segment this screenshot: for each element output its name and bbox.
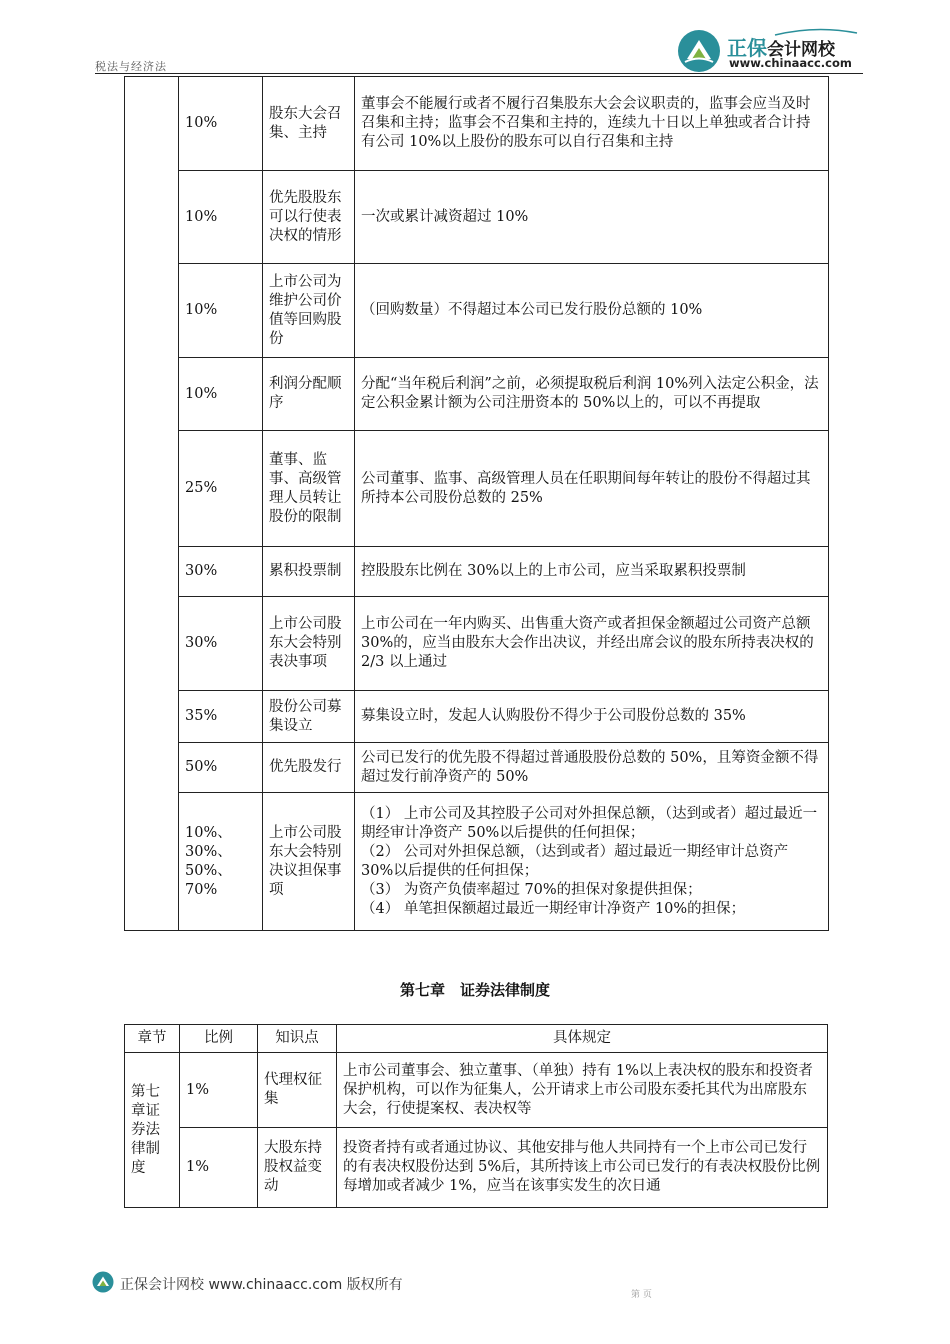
detail-item: （3） 为资产负债率超过 70%的担保对象提供担保；: [361, 881, 702, 898]
ratio-cell: 30%: [179, 597, 263, 691]
ratio-line: 50%、: [185, 862, 232, 879]
detail-cell: 控股股东比例在 30%以上的上市公司，应当采取累积投票制: [355, 547, 829, 597]
ratio-line: 30%、: [185, 843, 232, 860]
topic-cell: 大股东持股权益变动: [258, 1128, 337, 1208]
page-number: 第 页: [631, 1290, 652, 1300]
detail-cell: 公司已发行的优先股不得超过普通股股份总数的 50%，且筹资金额不得超过发行前净资产的 50%: [355, 743, 829, 793]
detail-cell: 公司董事、监事、高级管理人员在任职期间每年转让的股份不得超过其所持本公司股份总数的 25%: [355, 431, 829, 547]
ratio-cell: 35%: [179, 691, 263, 743]
topic-cell: 累积投票制: [263, 547, 355, 597]
ratio-cell: 30%: [179, 547, 263, 597]
site-logo[interactable]: [677, 27, 867, 73]
table-row: [125, 431, 829, 547]
chapter7-table: [124, 1024, 828, 1208]
topic-cell: 利润分配顺序: [263, 358, 355, 431]
table-header-row: [125, 1025, 828, 1053]
ratio-cell: [179, 793, 263, 931]
detail-cell: 上市公司董事会、独立董事、（单独）持有 1%以上表决权的股东和投资者保护机构，可以作为征集人，公开请求上市公司股东委托其代为出席股东大会，行使提案权、表决权等: [337, 1053, 828, 1128]
detail-cell: 投资者持有或者通过协议、其他安排与他人共同持有一个上市公司已发行的有表决权股份达到 5%后，其所持该上市公司已发行的有表决权股份比例每增加或者减少 1%，应当在该事实发生的次日通: [337, 1128, 828, 1208]
detail-cell: 分配“当年税后利润”之前，必须提取税后利润 10%列入法定公积金，法定公积金累计额为公司注册资本的 50%以上的，可以不再提取: [355, 358, 829, 431]
ratio-cell: 10%: [179, 358, 263, 431]
header-subject: 税法与经济法: [95, 60, 167, 73]
detail-item: （1） 上市公司及其控股子公司对外担保总额，（达到或者）超过最近一期经审计净资产 50%以后提供的任何担保；: [361, 805, 818, 841]
chapter-cell: 第七章证券法律制度: [125, 1053, 180, 1208]
table-row: [125, 547, 829, 597]
table-row: [125, 597, 829, 691]
table-row: [125, 691, 829, 743]
ratio-line: 10%、: [185, 824, 232, 841]
footer-logo-icon: [92, 1271, 114, 1293]
topic-cell: 股东大会召集、主持: [263, 77, 355, 171]
column-header: 具体规定: [337, 1025, 828, 1053]
column-header: 知识点: [258, 1025, 337, 1053]
ratio-cell: 10%: [179, 77, 263, 171]
table-row: [125, 171, 829, 264]
ratio-cell: 25%: [179, 431, 263, 547]
chapter-title: 第七章 证券法律制度: [399, 981, 550, 999]
footer: [92, 1271, 492, 1295]
topic-cell: 代理权征集: [258, 1053, 337, 1128]
ratio-cell: 50%: [179, 743, 263, 793]
column-header: 比例: [180, 1025, 258, 1053]
table-row: [125, 1128, 828, 1208]
logo-name: 会计网校: [767, 40, 835, 60]
table-row: [125, 264, 829, 358]
logo-brand: 正保: [727, 36, 767, 60]
topic-cell: 上市公司为维护公司价值等回购股份: [263, 264, 355, 358]
detail-cell: 募集设立时，发起人认购股份不得少于公司股份总数的 35%: [355, 691, 829, 743]
logo-url: www.chinaacc.com: [729, 56, 852, 70]
chapter-cell: [125, 77, 179, 931]
ratio-cell: 1%: [180, 1053, 258, 1128]
detail-cell: 董事会不能履行或者不履行召集股东大会会议职责的，监事会应当及时召集和主持；监事会不召集和主持的，连续九十日以上单独或者合计持有公司 10%以上股份的股东可以自行召集和主持: [355, 77, 829, 171]
ratio-cell: 1%: [180, 1128, 258, 1208]
topic-cell: 股份公司募集设立: [263, 691, 355, 743]
table-row: [125, 793, 829, 931]
topic-cell: 优先股股东可以行使表决权的情形: [263, 171, 355, 264]
table-row: [125, 743, 829, 793]
detail-cell: （回购数量）不得超过本公司已发行股份总额的 10%: [355, 264, 829, 358]
detail-cell: [355, 793, 829, 931]
table-row: [125, 1053, 828, 1128]
ratio-line: 70%: [185, 881, 218, 898]
ratio-cell: 10%: [179, 171, 263, 264]
ratio-table: [124, 76, 829, 931]
footer-copyright: 正保会计网校 www.chinaacc.com 版权所有: [120, 1277, 403, 1293]
topic-cell: 优先股发行: [263, 743, 355, 793]
table-row: [125, 77, 829, 171]
detail-item: （4） 单笔担保额超过最近一期经审计净资产 10%的担保；: [361, 900, 746, 917]
table-row: [125, 358, 829, 431]
detail-item: （2） 公司对外担保总额，（达到或者）超过最近一期经审计总资产 30%以后提供的任何担保；: [361, 843, 789, 879]
topic-cell: 上市公司股东大会特别决议担保事项: [263, 793, 355, 931]
header-rule: [95, 73, 863, 74]
detail-cell: 上市公司在一年内购买、出售重大资产或者担保金额超过公司资产总额 30%的，应当由股东大会作出决议，并经出席会议的股东所持表决权的 2/3 以上通过: [355, 597, 829, 691]
logo-emblem-icon: [677, 29, 721, 73]
ratio-cell: 10%: [179, 264, 263, 358]
topic-cell: 董事、监事、高级管理人员转让股份的限制: [263, 431, 355, 547]
topic-cell: 上市公司股东大会特别表决事项: [263, 597, 355, 691]
column-header: 章节: [125, 1025, 180, 1053]
detail-cell: 一次或累计减资超过 10%: [355, 171, 829, 264]
